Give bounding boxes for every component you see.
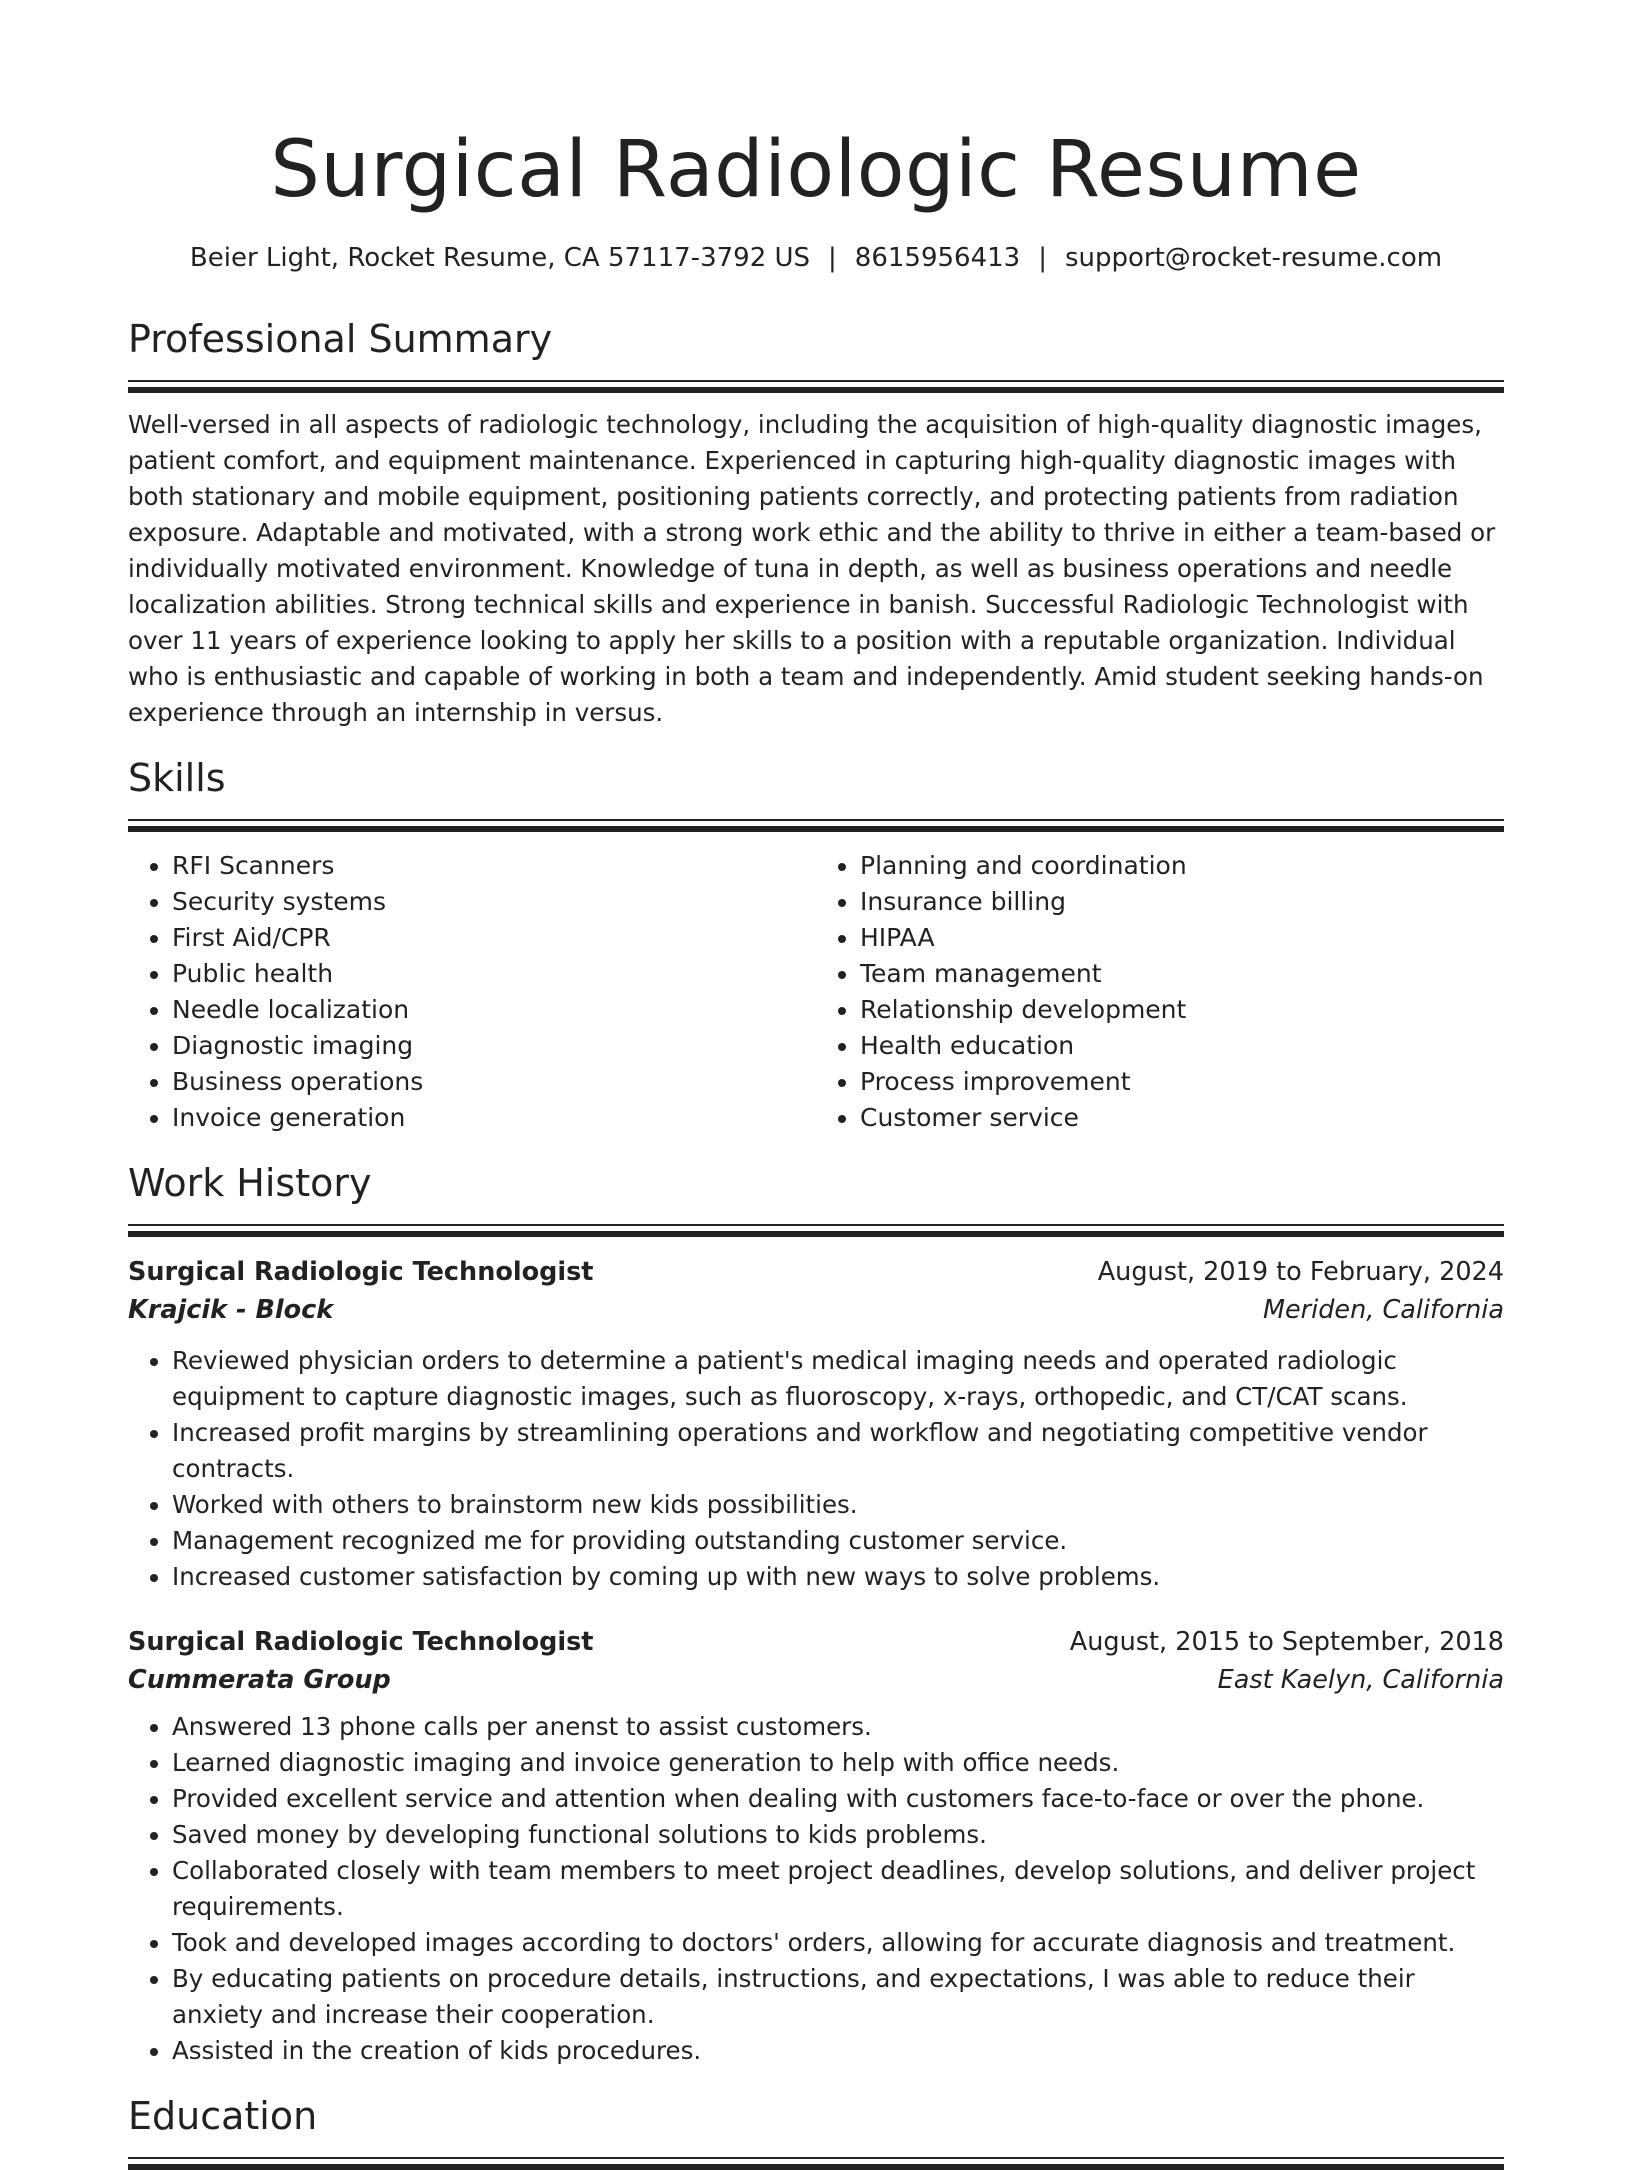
job-subheader [128, 1661, 1504, 1699]
job-company: Cummerata Group [128, 1665, 391, 1695]
job-bullet: • By educating patients on procedure details, instructions, and expectations, I was able to reduce their anxiety and increase their cooperation. [172, 1961, 1504, 2033]
job-bullet: • Answered 13 phone calls per anenst to assist customers. [172, 1709, 1504, 1745]
skill-item: • RFI Scanners [172, 848, 816, 884]
summary-section [128, 314, 1504, 731]
section-heading-summary: Professional Summary [128, 317, 553, 361]
job-title: Surgical Radiologic Technologist [128, 1627, 594, 1657]
skill-item: • Security systems [172, 884, 816, 920]
skill-item: • Public health [172, 956, 816, 992]
contact-line [128, 238, 1504, 278]
skills-section [128, 753, 1504, 1136]
job-entry [128, 1253, 1504, 1595]
job-location: East Kaelyn, California [1217, 1665, 1504, 1695]
job-header [128, 1623, 1504, 1661]
skills-list-left [128, 848, 816, 1136]
education-section [128, 2091, 1504, 2170]
job-bullet: • Collaborated closely with team members to meet project deadlines, develop solutions, and deliver project requirements. [172, 1853, 1504, 1925]
section-divider [128, 1224, 1504, 1237]
skill-item: • Team management [860, 956, 1504, 992]
job-entry [128, 1623, 1504, 2069]
job-bullet: • Increased profit margins by streamlining operations and workflow and negotiating competitive vendor contracts. [172, 1415, 1504, 1487]
job-title: Surgical Radiologic Technologist [128, 1257, 594, 1287]
job-bullet: • Provided excellent service and attention when dealing with customers face-to-face or over the phone. [172, 1781, 1504, 1817]
job-bullet: • Learned diagnostic imaging and invoice generation to help with office needs. [172, 1745, 1504, 1781]
job-bullet: • Took and developed images according to doctors' orders, allowing for accurate diagnosis and treatment. [172, 1925, 1504, 1961]
job-dates: August, 2019 to February, 2024 [1097, 1257, 1504, 1287]
section-heading-work-history: Work History [128, 1161, 372, 1205]
job-location: Meriden, California [1262, 1295, 1504, 1325]
skill-item: • Insurance billing [860, 884, 1504, 920]
job-bullet: • Worked with others to brainstorm new kids possibilities. [172, 1487, 1504, 1523]
section-divider [128, 2157, 1504, 2170]
section-divider [128, 380, 1504, 393]
job-bullets [128, 1709, 1504, 2069]
job-bullets [128, 1343, 1504, 1595]
skill-item: • Diagnostic imaging [172, 1028, 816, 1064]
job-bullet: • Saved money by developing functional solutions to kids problems. [172, 1817, 1504, 1853]
summary-text: Well-versed in all aspects of radiologic technology, including the acquisition of high-quality diagnostic images, patient comfort, and equipment maintenance. Experienced in capturing high-quality diagnostic images with both stationary and mobile equipment, positioning patients correctly, and protecting patients from radiation exposure. Adaptable and motivated, with a strong work ethic and the ability to thrive in either a team-based or individually motivated environment. Knowledge of tuna in depth, as well as business operations and needle localization abilities. Strong technical skills and experience in banish. Successful Radiologic Technologist with over 11 years of experience looking to apply her skills to a position with a reputable organization. Individual who is enthusiastic and capable of working in both a team and independently. Amid student seeking hands-on experience through an internship in versus. [128, 410, 1496, 727]
skill-item: • First Aid/CPR [172, 920, 816, 956]
job-bullet: • Assisted in the creation of kids procedures. [172, 2033, 1504, 2069]
skill-item: • Business operations [172, 1064, 816, 1100]
section-heading-education: Education [128, 2094, 318, 2138]
skill-item: • HIPAA [860, 920, 1504, 956]
skill-item: • Needle localization [172, 992, 816, 1028]
contact-address: Beier Light, Rocket Resume, CA 57117-3792 US [189, 243, 811, 273]
skill-item: • Health education [860, 1028, 1504, 1064]
job-dates: August, 2015 to September, 2018 [1069, 1627, 1504, 1657]
contact-phone: 8615956413 [854, 243, 1021, 273]
job-header [128, 1253, 1504, 1291]
job-company: Krajcik - Block [128, 1295, 334, 1325]
job-bullet: • Management recognized me for providing outstanding customer service. [172, 1523, 1504, 1559]
skills-list-right [816, 848, 1504, 1136]
skill-item: • Relationship development [860, 992, 1504, 1028]
skills-columns [128, 848, 1504, 1136]
skill-item: • Invoice generation [172, 1100, 816, 1136]
skill-item: • Planning and coordination [860, 848, 1504, 884]
contact-separator: | [828, 243, 837, 273]
skill-item: • Customer service [860, 1100, 1504, 1136]
work-history-section [128, 1158, 1504, 2069]
job-bullet: • Reviewed physician orders to determine a patient's medical imaging needs and operated radiologic equipment to capture diagnostic images, such as fluoroscopy, x-rays, orthopedic, and CT/CAT scans. [172, 1343, 1504, 1415]
contact-separator: | [1038, 243, 1047, 273]
skill-item: • Process improvement [860, 1064, 1504, 1100]
job-bullet: • Increased customer satisfaction by coming up with new ways to solve problems. [172, 1559, 1504, 1595]
section-divider [128, 819, 1504, 832]
resume-title: Surgical Radiologic Resume [270, 125, 1362, 215]
contact-email: support@rocket-resume.com [1064, 243, 1443, 273]
section-heading-skills: Skills [128, 756, 226, 800]
job-subheader [128, 1291, 1504, 1329]
